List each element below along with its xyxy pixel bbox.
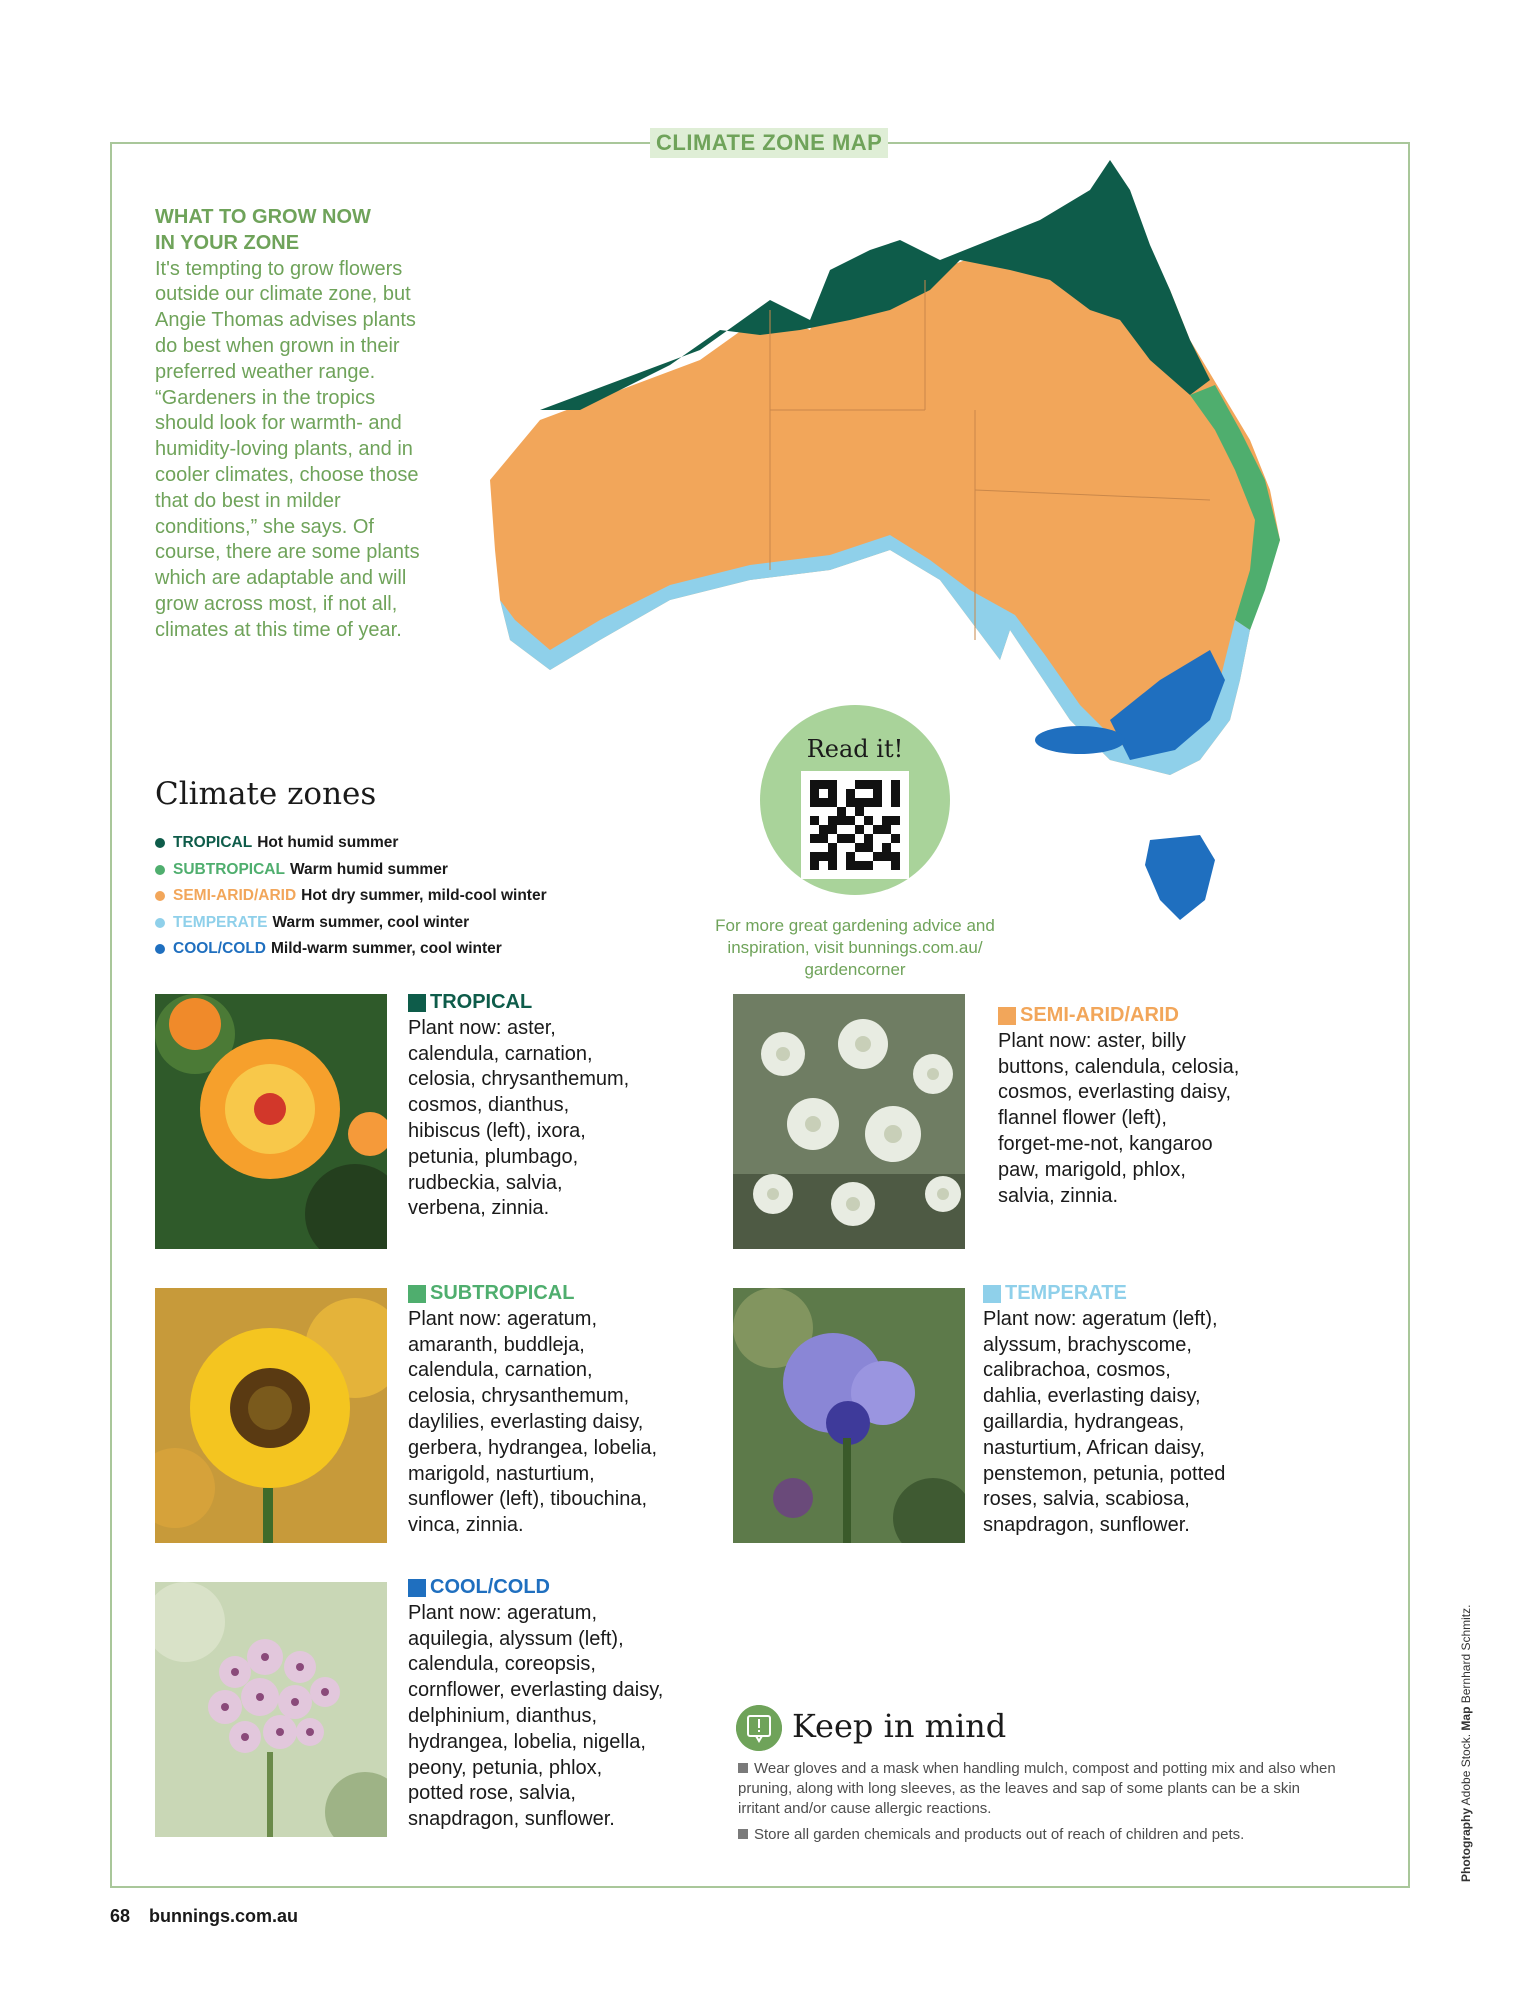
qr-module [819, 816, 828, 825]
qr-module [846, 789, 855, 798]
zone-cool-heading [408, 1575, 728, 1601]
qr-module [837, 825, 846, 834]
qr-module [855, 852, 864, 861]
qr-badge [760, 705, 950, 895]
bullet-icon [738, 1763, 748, 1773]
visit-caption: For more great gardening advice and inspiration, visit bunnings.com.au/ gardencorner [715, 916, 995, 979]
qr-module [882, 825, 891, 834]
legend-zone: SUBTROPICAL [173, 860, 285, 878]
qr-module [891, 789, 900, 798]
zone-cool [408, 1575, 728, 1833]
legend-dot [155, 918, 165, 928]
qr-module [855, 834, 864, 843]
qr-module [828, 834, 837, 843]
qr-module [864, 816, 873, 825]
zone-cool-swatch [408, 1579, 426, 1597]
qr-module [810, 789, 819, 798]
qr-module [882, 789, 891, 798]
qr-module [855, 861, 864, 870]
qr-module [873, 798, 882, 807]
qr-module [882, 816, 891, 825]
qr-module [819, 825, 828, 834]
zone-temperate-heading [983, 1281, 1313, 1307]
legend-desc: Warm summer, cool winter [272, 913, 470, 931]
legend-desc: Hot humid summer [257, 834, 399, 852]
legend-zone: TROPICAL [173, 834, 253, 852]
bullet-icon [738, 1829, 748, 1839]
zone-temperate-list: Plant now: ageratum (left), alyssum, brachyscome, calibrachoa, cosmos, dahlia, everlasting daisy, gaillardia, hydrangeas, nasturtium, African daisy, penstemon, petunia, potted roses, salvia, scabiosa, snapdragon, sunflower. [983, 1307, 1226, 1537]
qr-module [846, 843, 855, 852]
qr-module [828, 807, 837, 816]
qr-module [837, 798, 846, 807]
qr-module [810, 834, 819, 843]
qr-module [846, 852, 855, 861]
zone-subtropical-list: Plant now: ageratum, amaranth, buddleja, calendula, carnation, celosia, chrysanthemum, daylilies, everlasting daisy, gerbera, hydrangea, lobelia, marigold, nasturtium, sunflower (left), tibouchina, vinca, zinnia. [408, 1307, 658, 1537]
footer-site: bunnings.com.au [149, 1906, 299, 1926]
qr-module [873, 852, 882, 861]
qr-module [882, 852, 891, 861]
zone-semiarid-list: Plant now: aster, billy buttons, calendula, celosia, cosmos, everlasting daisy, flannel flower (left), forget-me-not, kangaroo paw, marigold, phlox, salvia, zinnia. [998, 1029, 1240, 1207]
zone-temperate [983, 1281, 1313, 1539]
qr-module [864, 789, 873, 798]
qr-module [891, 852, 900, 861]
qr-module [810, 816, 819, 825]
qr-module [837, 852, 846, 861]
qr-module [873, 825, 882, 834]
qr-module [810, 825, 819, 834]
qr-module [837, 861, 846, 870]
legend-title: Climate zones [155, 776, 377, 812]
legend-dot [155, 944, 165, 954]
qr-code-pattern [810, 780, 900, 870]
qr-module [828, 780, 837, 789]
zone-subtropical-heading [408, 1281, 728, 1307]
zone-cool-name: COOL/COLD [430, 1576, 550, 1598]
qr-module [882, 843, 891, 852]
credit-map-source: Bernhard Schmitz. [1459, 1604, 1473, 1704]
qr-module [837, 780, 846, 789]
qr-module [882, 798, 891, 807]
qr-module [873, 834, 882, 843]
qr-module [810, 780, 819, 789]
flannel-flower-photo [733, 994, 965, 1249]
qr-module [828, 843, 837, 852]
intro-heading-line2: IN YOUR ZONE [155, 231, 300, 254]
qr-module [891, 861, 900, 870]
qr-module [810, 843, 819, 852]
qr-module [810, 852, 819, 861]
intro-body: It's tempting to grow flowers outside our climate zone, but Angie Thomas advises plants do best when grown in their preferred weather range. “Gardeners in the tropics should look for warmth- and humidity-loving plants, and in cooler climates, choose those that do best in milder conditions,” she says. Of course, there are some plants which are adaptable and will grow across most, if not all, climates at this time of year. [155, 257, 420, 641]
legend-dot [155, 865, 165, 875]
photo-credit [1459, 1605, 1473, 1882]
qr-module [810, 807, 819, 816]
legend-zone: SEMI-ARID/ARID [173, 887, 297, 905]
qr-module [819, 798, 828, 807]
qr-module [846, 834, 855, 843]
zone-cool-list: Plant now: ageratum, aquilegia, alyssum (left), calendula, coreopsis, cornflower, everlasting daisy, delphinium, dianthus, hydrangea, lobelia, nigella, peony, petunia, phlox, potted rose, salvia, snapdragon, sunflower. [408, 1601, 664, 1831]
legend-desc: Hot dry summer, mild-cool winter [301, 887, 547, 905]
keep-in-mind-title: Keep in mind [792, 1707, 1007, 1745]
qr-module [810, 798, 819, 807]
zone-semiarid [998, 1003, 1328, 1209]
qr-module [846, 825, 855, 834]
legend-item [155, 883, 547, 910]
qr-module [828, 825, 837, 834]
keep-in-mind-text: Store all garden chemicals and products out of reach of children and pets. [754, 1826, 1245, 1843]
ageratum-photo [733, 1288, 965, 1543]
alyssum-photo [155, 1582, 387, 1837]
qr-module [864, 780, 873, 789]
qr-module [819, 843, 828, 852]
keep-in-mind-text: Wear gloves and a mask when handling mulch, compost and potting mix and also when pruning, along with long sleeves, as the leaves and sap of some plants can be a skin irritant and/or cause allergic reactions. [738, 1760, 1336, 1817]
legend-zone: TEMPERATE [173, 913, 268, 931]
zone-tropical [408, 990, 708, 1222]
zone-temperate-name: TEMPERATE [1005, 1282, 1127, 1304]
legend-item [155, 830, 547, 857]
zone-tropical-list: Plant now: aster, calendula, carnation, celosia, chrysanthemum, cosmos, dianthus, hibiscus (left), ixora, petunia, plumbago, rudbeckia, salvia, verbena, zinnia. [408, 1016, 630, 1220]
qr-code[interactable] [801, 771, 909, 879]
qr-module [819, 807, 828, 816]
qr-module [810, 861, 819, 870]
qr-module [864, 807, 873, 816]
qr-module [873, 807, 882, 816]
qr-module [864, 852, 873, 861]
qr-module [819, 780, 828, 789]
legend-item [155, 910, 547, 937]
qr-module [873, 861, 882, 870]
qr-module [873, 843, 882, 852]
zone-tropical-swatch [408, 994, 426, 1012]
qr-module [873, 780, 882, 789]
qr-module [891, 843, 900, 852]
qr-module [864, 798, 873, 807]
qr-module [882, 807, 891, 816]
qr-module [846, 798, 855, 807]
qr-module [882, 834, 891, 843]
credit-map-label: Map [1459, 1706, 1473, 1731]
qr-module [828, 852, 837, 861]
info-icon [736, 1705, 782, 1751]
qr-module [846, 780, 855, 789]
qr-module [837, 789, 846, 798]
qr-module [882, 780, 891, 789]
intro-panel [155, 205, 425, 644]
qr-module [819, 861, 828, 870]
qr-module [864, 834, 873, 843]
zone-tropical-heading [408, 990, 708, 1016]
qr-module [882, 861, 891, 870]
legend-zone: COOL/COLD [173, 940, 266, 958]
section-title: CLIMATE ZONE MAP [650, 128, 888, 158]
qr-module [873, 816, 882, 825]
qr-module [891, 780, 900, 789]
zone-subtropical-name: SUBTROPICAL [430, 1282, 575, 1304]
hibiscus-photo [155, 994, 387, 1249]
intro-heading-line1: WHAT TO GROW NOW [155, 206, 371, 228]
qr-module [864, 825, 873, 834]
qr-module [837, 807, 846, 816]
legend-dot [155, 891, 165, 901]
credit-photo-label: Photography [1459, 1808, 1473, 1882]
map-tasmania [1145, 835, 1215, 920]
zone-subtropical-swatch [408, 1285, 426, 1303]
keep-in-mind-item [738, 1825, 1338, 1845]
qr-module [846, 861, 855, 870]
credit-photo-source: Adobe Stock. [1459, 1733, 1473, 1806]
sunflower-photo [155, 1288, 387, 1543]
qr-module [891, 798, 900, 807]
qr-module [891, 834, 900, 843]
qr-module [855, 825, 864, 834]
qr-module [828, 798, 837, 807]
zone-semiarid-swatch [998, 1007, 1016, 1025]
qr-module [819, 834, 828, 843]
qr-module [891, 816, 900, 825]
qr-module [828, 861, 837, 870]
qr-module [846, 807, 855, 816]
qr-module [828, 816, 837, 825]
qr-module [819, 789, 828, 798]
keep-in-mind-item [738, 1759, 1338, 1819]
qr-module [819, 852, 828, 861]
climate-legend [155, 830, 547, 963]
qr-module [891, 807, 900, 816]
page-number: 68 [110, 1906, 131, 1926]
qr-module [837, 843, 846, 852]
qr-module [855, 807, 864, 816]
zone-semiarid-heading [998, 1003, 1328, 1029]
zone-temperate-swatch [983, 1285, 1001, 1303]
qr-module [837, 834, 846, 843]
qr-module [846, 816, 855, 825]
qr-module [873, 789, 882, 798]
qr-module [864, 843, 873, 852]
legend-item [155, 936, 547, 963]
qr-label: Read it! [806, 735, 904, 763]
qr-module [837, 816, 846, 825]
keep-in-mind-list [738, 1759, 1338, 1851]
qr-module [855, 789, 864, 798]
qr-module [891, 825, 900, 834]
legend-item [155, 857, 547, 884]
qr-module [864, 861, 873, 870]
zone-tropical-name: TROPICAL [430, 991, 533, 1013]
legend-desc: Mild-warm summer, cool winter [271, 940, 502, 958]
zone-semiarid-name: SEMI-ARID/ARID [1020, 1004, 1179, 1026]
map-cool-zone-victoria [1035, 726, 1125, 754]
qr-module [828, 789, 837, 798]
zone-subtropical [408, 1281, 728, 1539]
legend-desc: Warm humid summer [289, 860, 448, 878]
page-footer [110, 1906, 298, 1927]
qr-module [855, 780, 864, 789]
qr-module [855, 816, 864, 825]
legend-dot [155, 838, 165, 848]
qr-module [855, 843, 864, 852]
qr-module [855, 798, 864, 807]
